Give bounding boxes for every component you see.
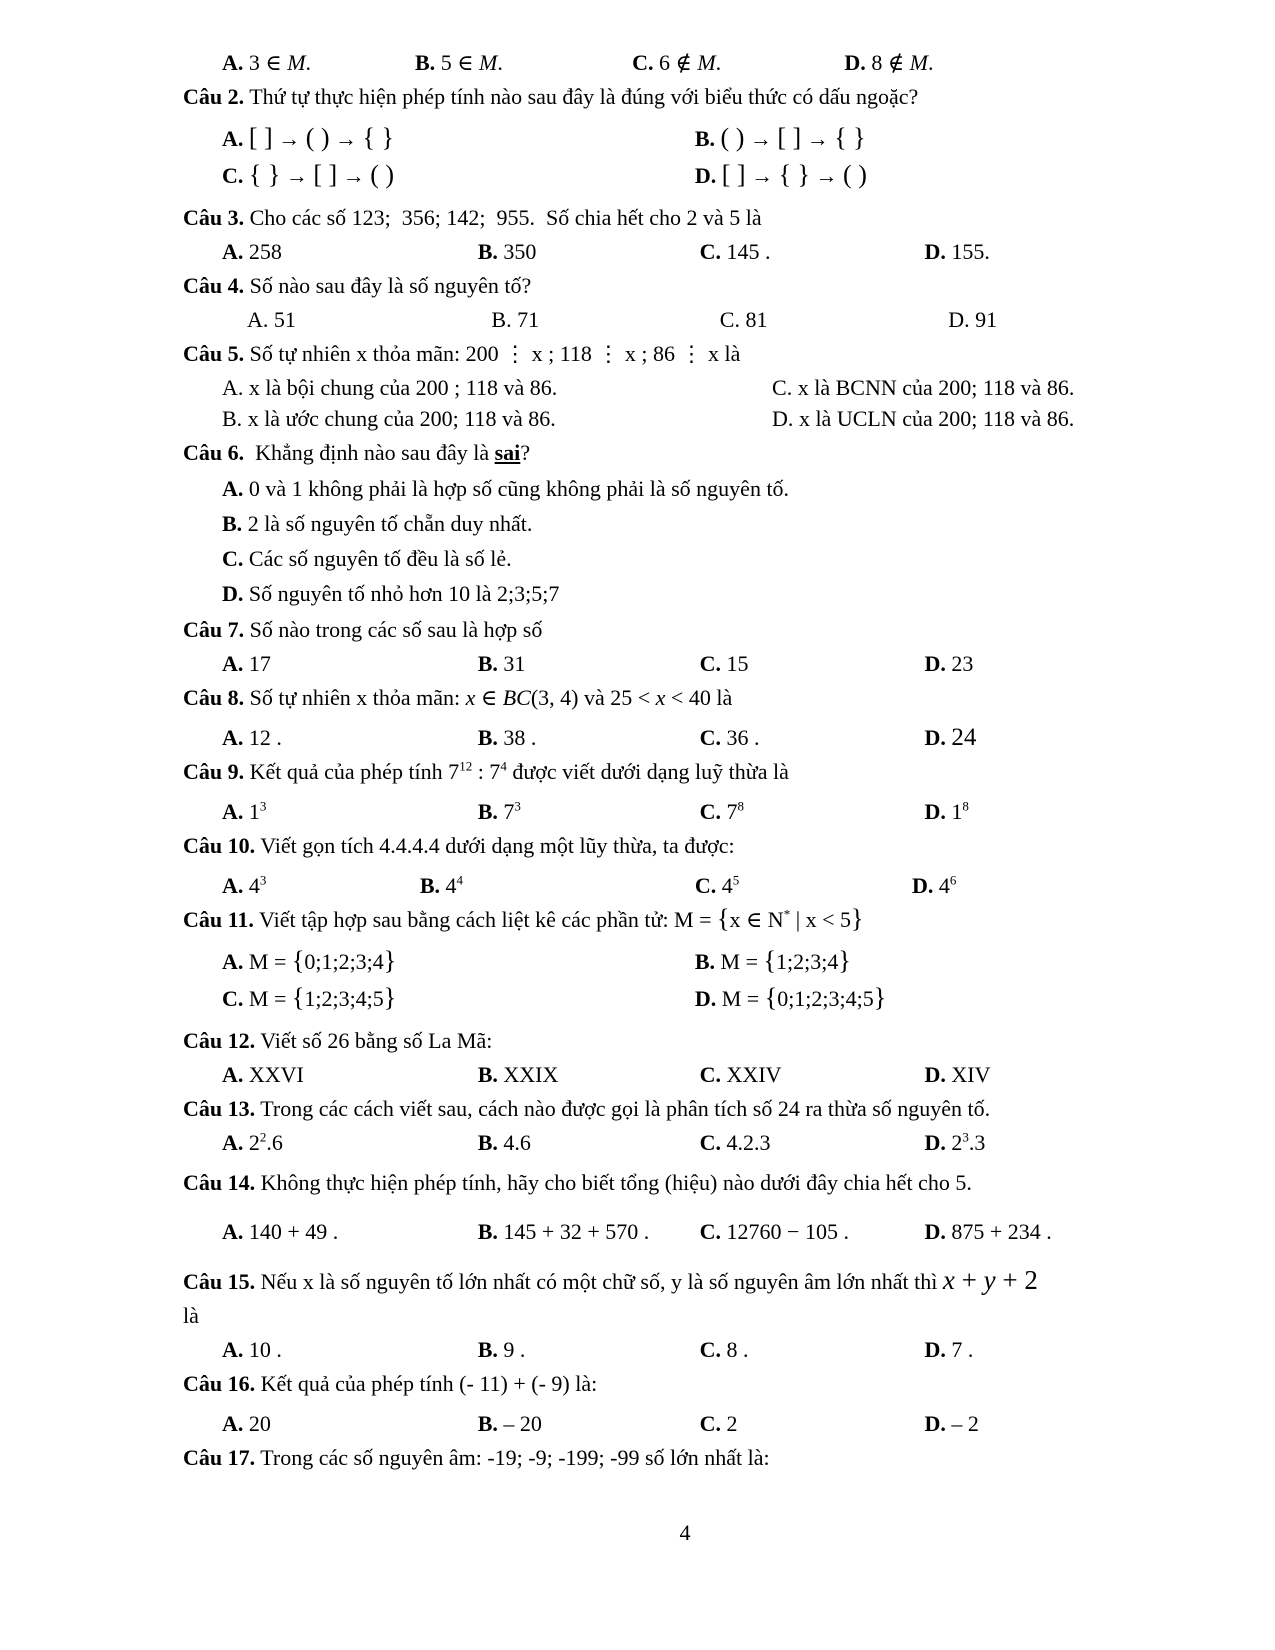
option-label: C. bbox=[699, 1411, 722, 1436]
q10-options-c bbox=[695, 870, 912, 901]
q14-options-a bbox=[222, 1216, 478, 1247]
option-label: B. bbox=[477, 651, 498, 676]
option-value: $1^3$ bbox=[243, 798, 267, 824]
q2-text: Thứ tự thực hiện phép tính nào sau đây là đúng với biểu thức có dấu ngoặc? bbox=[249, 84, 919, 109]
q1-options-d bbox=[844, 47, 1187, 78]
q2-options-d bbox=[695, 157, 1187, 194]
option-label: D. bbox=[924, 1130, 946, 1155]
option-label: C. bbox=[772, 375, 793, 400]
q8-number: Câu 8. bbox=[183, 685, 245, 710]
option-label: A. bbox=[247, 307, 269, 332]
q10 bbox=[183, 830, 1187, 861]
q3-options-d bbox=[925, 236, 1188, 267]
option-value: 6 ∉ M. bbox=[653, 50, 722, 75]
q4-number: Câu 4. bbox=[183, 273, 245, 298]
option-label: D. bbox=[924, 239, 946, 264]
q12-options-c bbox=[700, 1059, 925, 1090]
option-label: B. bbox=[477, 725, 498, 750]
option-value: 10 . bbox=[243, 1337, 282, 1362]
option-label: C. bbox=[699, 651, 722, 676]
option-value: Các số nguyên tố đều là số lẻ. bbox=[243, 546, 512, 571]
q5-options-c bbox=[772, 372, 1187, 403]
option-value: 3 ∈ M. bbox=[243, 50, 312, 75]
option-value: XXIX bbox=[497, 1062, 559, 1087]
option-label: C. bbox=[222, 546, 244, 571]
option-label: D. bbox=[924, 1411, 946, 1436]
q10-text: Viết gọn tích 4.4.4.4 dưới dạng một lũy thừa, ta được: bbox=[260, 833, 735, 858]
q15-number: Câu 15. bbox=[183, 1269, 256, 1294]
option-value: ( ) → [ ] → { } bbox=[720, 123, 866, 152]
option-value: M = {1;2;3;4;5} bbox=[243, 983, 397, 1012]
option-value: $4^5$ bbox=[716, 872, 740, 898]
q2-number: Câu 2. bbox=[183, 84, 245, 109]
option-value: [ ] → { } → ( ) bbox=[721, 160, 867, 189]
q12-options bbox=[183, 1059, 1187, 1090]
option-value: XXIV bbox=[721, 1062, 782, 1087]
q8-options bbox=[183, 722, 1187, 753]
option-value: 8 ∉ M. bbox=[865, 50, 934, 75]
q10-options bbox=[183, 870, 1187, 901]
q13-options bbox=[183, 1127, 1187, 1158]
q13-options-a bbox=[222, 1127, 478, 1158]
q9-options-a bbox=[222, 796, 478, 827]
q13-text: Trong các cách viết sau, cách nào được gọi là phân tích số 24 ra thừa số nguyên tố. bbox=[260, 1096, 991, 1121]
option-value: 875 + 234 . bbox=[945, 1219, 1052, 1244]
q9 bbox=[183, 756, 1187, 787]
option-value: 7 . bbox=[945, 1337, 974, 1362]
option-label: A. bbox=[222, 50, 244, 75]
q11-options-b bbox=[695, 943, 1187, 980]
option-label: A. bbox=[222, 725, 244, 750]
option-label: D. bbox=[924, 799, 946, 824]
q1-options bbox=[183, 47, 1187, 78]
option-value: Số nguyên tố nhỏ hơn 10 là 2;3;5;7 bbox=[243, 581, 560, 606]
option-value: [ ] → ( ) → { } bbox=[248, 123, 395, 152]
option-label: C. bbox=[222, 163, 244, 188]
option-value: $4^3$ bbox=[243, 872, 267, 898]
option-label: D. bbox=[694, 163, 717, 188]
q15-options-b bbox=[478, 1334, 700, 1365]
option-value: 17 bbox=[243, 651, 271, 676]
option-label: B. bbox=[415, 50, 436, 75]
option-label: B. bbox=[477, 1062, 498, 1087]
q11-number: Câu 11. bbox=[183, 907, 254, 932]
q2-options-b bbox=[695, 120, 1187, 157]
q4-options-b bbox=[491, 304, 719, 335]
q9-options-d bbox=[925, 796, 1188, 827]
option-value: 81 bbox=[739, 307, 768, 332]
q16-options-c bbox=[700, 1408, 925, 1439]
option-value: x là UCLN của 200; 118 và 86. bbox=[793, 406, 1075, 431]
option-label: A. bbox=[222, 651, 244, 676]
option-value: $7^3$ bbox=[497, 798, 521, 824]
q16 bbox=[183, 1368, 1187, 1399]
q7-options bbox=[183, 648, 1187, 679]
option-value: { } → [ ] → ( ) bbox=[248, 160, 395, 189]
q16-number: Câu 16. bbox=[183, 1371, 256, 1396]
q6 bbox=[183, 437, 1187, 468]
q5-number: Câu 5. bbox=[183, 341, 245, 366]
q15-cont bbox=[183, 1300, 1187, 1331]
option-label: A. bbox=[222, 476, 244, 501]
q14-options-c bbox=[700, 1216, 925, 1247]
option-label: A. bbox=[222, 1062, 244, 1087]
q6-text: Khẳng định nào sau đây là sai? bbox=[249, 440, 531, 465]
q3-options-b bbox=[478, 236, 700, 267]
q6-number: Câu 6. bbox=[183, 440, 245, 465]
q13-options-c bbox=[700, 1127, 925, 1158]
q7-number: Câu 7. bbox=[183, 617, 245, 642]
option-label: A. bbox=[222, 949, 244, 974]
option-label: C. bbox=[222, 986, 244, 1011]
option-label: D. bbox=[924, 651, 946, 676]
option-value: 140 + 49 . bbox=[243, 1219, 339, 1244]
option-label: B. bbox=[477, 799, 498, 824]
page-number: 4 bbox=[679, 1520, 691, 1545]
option-value: $2^3.3$ bbox=[945, 1129, 986, 1155]
q8-options-d bbox=[925, 722, 1188, 753]
option-value: 2 là số nguyên tố chẵn duy nhất. bbox=[242, 511, 533, 536]
q9-text: Kết quả của phép tính $7^{12}$ : $7^4$ được viết dưới dạng luỹ thừa là bbox=[249, 758, 789, 784]
option-label: B. bbox=[477, 1219, 498, 1244]
q5 bbox=[183, 338, 1187, 369]
q3-options-c bbox=[700, 236, 925, 267]
option-value: XXVI bbox=[243, 1062, 304, 1087]
option-label: B. bbox=[419, 873, 440, 898]
q9-options-c bbox=[700, 796, 925, 827]
q13-number: Câu 13. bbox=[183, 1096, 256, 1121]
q11-text: Viết tập hợp sau bằng cách liệt kê các phần tử: M = {x ∈ N* | x < 5} bbox=[259, 904, 864, 933]
q9-number: Câu 9. bbox=[183, 759, 245, 784]
option-label: C. bbox=[699, 725, 722, 750]
option-value: x là ước chung của 200; 118 và 86. bbox=[242, 406, 556, 431]
option-value: $1^8$ bbox=[945, 798, 969, 824]
option-label: A. bbox=[222, 239, 244, 264]
q8 bbox=[183, 682, 1187, 713]
option-value: $2^2.6$ bbox=[243, 1129, 283, 1155]
q14-options-b bbox=[478, 1216, 700, 1247]
option-value: 155. bbox=[945, 239, 990, 264]
option-label: D. bbox=[844, 50, 866, 75]
q14-text: Không thực hiện phép tính, hãy cho biết tổng (hiệu) nào dưới đây chia hết cho 5. bbox=[260, 1170, 972, 1195]
q14-number: Câu 14. bbox=[183, 1170, 256, 1195]
option-value: 31 bbox=[497, 651, 526, 676]
q6-options-d bbox=[222, 578, 1187, 609]
option-value: 8 . bbox=[721, 1337, 749, 1362]
option-label: B. bbox=[477, 239, 498, 264]
q14-options-d bbox=[925, 1216, 1188, 1247]
option-value: 36 . bbox=[721, 725, 760, 750]
option-label: B. bbox=[477, 1130, 498, 1155]
q7-options-a bbox=[222, 648, 478, 679]
q5-options bbox=[183, 372, 1187, 434]
q1-options-a bbox=[222, 47, 415, 78]
q11-options-c bbox=[222, 980, 695, 1017]
q3-options-a bbox=[222, 236, 478, 267]
q3-options bbox=[183, 236, 1187, 267]
option-label: D. bbox=[694, 986, 717, 1011]
option-value: x là BCNN của 200; 118 và 86. bbox=[792, 375, 1075, 400]
q16-options bbox=[183, 1408, 1187, 1439]
q15-options bbox=[183, 1334, 1187, 1365]
option-label: C. bbox=[694, 873, 717, 898]
option-label: C. bbox=[632, 50, 654, 75]
q2-options-c bbox=[222, 157, 695, 194]
q8-options-b bbox=[478, 722, 700, 753]
q7-text: Số nào trong các số sau là hợp số bbox=[249, 617, 543, 642]
q5-options-a bbox=[222, 372, 772, 403]
option-value: 20 bbox=[243, 1411, 271, 1436]
q6-options-a bbox=[222, 473, 1187, 504]
option-label: A. bbox=[222, 1219, 244, 1244]
q14-options bbox=[183, 1216, 1187, 1247]
option-label: A. bbox=[222, 126, 244, 151]
q7-options-c bbox=[700, 648, 925, 679]
option-value: 4.6 bbox=[497, 1130, 531, 1155]
option-value: 91 bbox=[969, 307, 998, 332]
option-label: B. bbox=[694, 126, 716, 151]
option-label: D. bbox=[924, 1219, 946, 1244]
q3-text: Cho các số 123; 356; 142; 955. Số chia hết cho 2 và 5 là bbox=[249, 205, 762, 230]
q15-options-a bbox=[222, 1334, 478, 1365]
q15-cont-text: là bbox=[183, 1303, 199, 1328]
q4-options-c bbox=[720, 304, 948, 335]
option-value: 12 . bbox=[243, 725, 282, 750]
q10-options-b bbox=[420, 870, 695, 901]
q4-text: Số nào sau đây là số nguyên tố? bbox=[249, 273, 532, 298]
option-value: 145 + 32 + 570 . bbox=[497, 1219, 650, 1244]
option-label: A. bbox=[222, 375, 244, 400]
q10-number: Câu 10. bbox=[183, 833, 256, 858]
q13-options-b bbox=[478, 1127, 700, 1158]
q6-options-c bbox=[222, 543, 1187, 574]
q11 bbox=[183, 904, 1187, 935]
q16-options-a bbox=[222, 1408, 478, 1439]
option-label: C. bbox=[699, 1130, 722, 1155]
q16-options-d bbox=[925, 1408, 1188, 1439]
option-label: B. bbox=[694, 949, 716, 974]
option-label: D. bbox=[924, 1062, 946, 1087]
q11-options bbox=[183, 943, 1187, 1017]
option-value: 24 bbox=[951, 724, 977, 751]
q10-options-a bbox=[222, 870, 420, 901]
q17-text: Trong các số nguyên âm: -19; -9; -199; -99 số lớn nhất là: bbox=[260, 1445, 770, 1470]
option-value: $7^8$ bbox=[721, 798, 745, 824]
option-label: B. bbox=[222, 406, 243, 431]
q12-text: Viết số 26 bằng số La Mã: bbox=[260, 1028, 493, 1053]
option-value: 51 bbox=[268, 307, 296, 332]
option-value: 38 . bbox=[497, 725, 537, 750]
q7 bbox=[183, 614, 1187, 645]
option-value: 12760 − 105 . bbox=[721, 1219, 849, 1244]
q16-options-b bbox=[478, 1408, 700, 1439]
option-label: C. bbox=[699, 1337, 722, 1362]
option-value: 23 bbox=[945, 651, 974, 676]
option-value: 4.2.3 bbox=[721, 1130, 771, 1155]
option-value: 5 ∈ M. bbox=[435, 50, 503, 75]
q12-options-a bbox=[222, 1059, 478, 1090]
q3 bbox=[183, 202, 1187, 233]
q4 bbox=[183, 270, 1187, 301]
option-value: M = {1;2;3;4} bbox=[715, 946, 851, 975]
q15-options-d bbox=[925, 1334, 1188, 1365]
option-label: D. bbox=[924, 725, 946, 750]
option-label: D. bbox=[911, 873, 934, 898]
q4-options-a bbox=[247, 304, 491, 335]
q2 bbox=[183, 81, 1187, 112]
option-value: XIV bbox=[945, 1062, 991, 1087]
option-label: D. bbox=[948, 307, 970, 332]
option-label: B. bbox=[477, 1411, 498, 1436]
option-value: 9 . bbox=[497, 1337, 526, 1362]
q12-options-b bbox=[478, 1059, 700, 1090]
option-label: A. bbox=[222, 1130, 244, 1155]
q8-options-a bbox=[222, 722, 478, 753]
option-label: A. bbox=[222, 873, 244, 898]
option-value: – 20 bbox=[497, 1411, 542, 1436]
option-label: D. bbox=[924, 1337, 946, 1362]
q13 bbox=[183, 1093, 1187, 1124]
q15-text: Nếu x là số nguyên tố lớn nhất có một chữ số, y là số nguyên âm lớn nhất thì x + y + 2 bbox=[260, 1265, 1038, 1295]
option-label: A. bbox=[222, 1337, 244, 1362]
q12 bbox=[183, 1025, 1187, 1056]
option-value: M = {0;1;2;3;4;5} bbox=[716, 983, 887, 1012]
q3-number: Câu 3. bbox=[183, 205, 245, 230]
option-value: 15 bbox=[721, 651, 749, 676]
option-value: 350 bbox=[497, 239, 537, 264]
q1-options-c bbox=[632, 47, 844, 78]
option-value: $4^6$ bbox=[933, 872, 957, 898]
option-value: 71 bbox=[511, 307, 540, 332]
option-label: B. bbox=[477, 1337, 498, 1362]
q6-options bbox=[183, 471, 1187, 611]
q17 bbox=[183, 1442, 1187, 1473]
option-label: A. bbox=[222, 1411, 244, 1436]
option-value: – 2 bbox=[945, 1411, 979, 1436]
option-label: C. bbox=[719, 307, 740, 332]
q5-options-b bbox=[222, 403, 772, 434]
q12-number: Câu 12. bbox=[183, 1028, 256, 1053]
option-label: A. bbox=[222, 799, 244, 824]
q1-options-b bbox=[415, 47, 632, 78]
q15-options-c bbox=[700, 1334, 925, 1365]
option-label: D. bbox=[772, 406, 794, 431]
option-label: C. bbox=[699, 239, 722, 264]
option-value: 2 bbox=[721, 1411, 738, 1436]
option-value: 258 bbox=[243, 239, 282, 264]
q8-text: Số tự nhiên x thỏa mãn: x ∈ BC(3, 4) và 25 < x < 40 là bbox=[249, 685, 733, 710]
q11-options-a bbox=[222, 943, 695, 980]
q15 bbox=[183, 1265, 1187, 1297]
option-value: 0 và 1 không phải là hợp số cũng không phải là số nguyên tố. bbox=[243, 476, 790, 501]
q9-options-b bbox=[478, 796, 700, 827]
option-value: M = {0;1;2;3;4} bbox=[243, 946, 397, 975]
q4-options-d bbox=[948, 304, 1187, 335]
q7-options-d bbox=[925, 648, 1188, 679]
q12-options-d bbox=[925, 1059, 1188, 1090]
option-value: x là bội chung của 200 ; 118 và 86. bbox=[243, 375, 558, 400]
q10-options-d bbox=[912, 870, 1187, 901]
option-label: C. bbox=[699, 799, 722, 824]
option-label: B. bbox=[491, 307, 512, 332]
q17-number: Câu 17. bbox=[183, 1445, 256, 1470]
option-value: 145 . bbox=[721, 239, 771, 264]
exam-content bbox=[183, 47, 1187, 1473]
q14 bbox=[183, 1167, 1187, 1198]
q8-options-c bbox=[700, 722, 925, 753]
q16-text: Kết quả của phép tính (- 11) + (- 9) là: bbox=[260, 1371, 598, 1396]
q7-options-b bbox=[478, 648, 700, 679]
q5-options-d bbox=[772, 403, 1187, 434]
q2-options bbox=[183, 120, 1187, 194]
q4-options bbox=[183, 304, 1187, 335]
option-label: D. bbox=[222, 581, 244, 606]
option-value: $4^4$ bbox=[440, 872, 463, 898]
q2-options-a bbox=[222, 120, 695, 157]
q11-options-d bbox=[695, 980, 1187, 1017]
q13-options-d bbox=[925, 1127, 1188, 1158]
option-label: C. bbox=[699, 1219, 722, 1244]
q9-options bbox=[183, 796, 1187, 827]
option-label: B. bbox=[222, 511, 243, 536]
option-label: C. bbox=[699, 1062, 722, 1087]
q5-text: Số tự nhiên x thỏa mãn: 200 ⋮ x ; 118 ⋮ x ; 86 ⋮ x là bbox=[249, 341, 741, 366]
q6-options-b bbox=[222, 508, 1187, 539]
